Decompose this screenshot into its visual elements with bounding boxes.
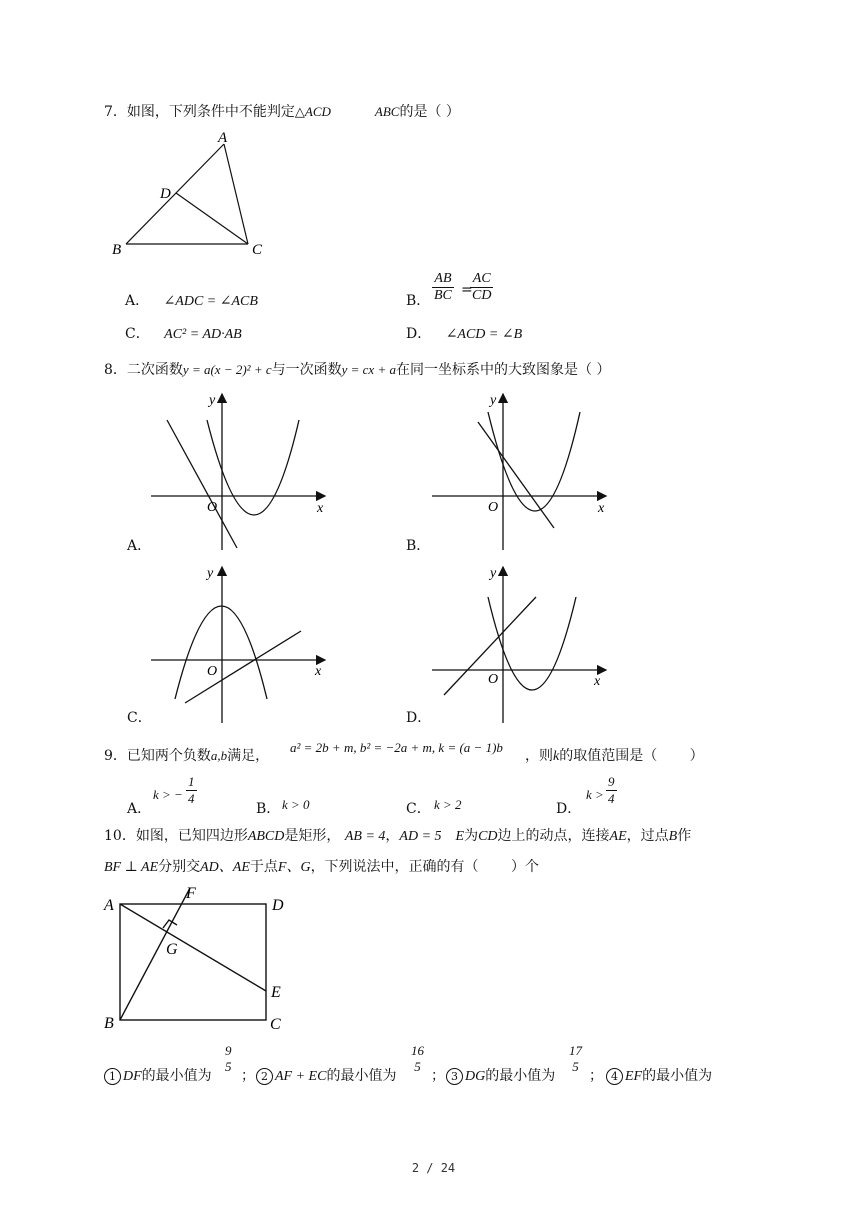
q9-option-c: k > 2: [434, 797, 462, 812]
q9-option-a-frac: $\frac{1}{4}$: [188, 774, 195, 806]
q8-option-d-label[interactable]: D．: [406, 710, 432, 726]
q8a-y: y: [209, 393, 216, 408]
q7-option-b-frac1: $\frac{AB}{BC}$: [434, 271, 452, 303]
q10-line1: 10．如图，已知四边形ABCD是矩形， AB = 4，AD = 5 E为CD边上的动点，连接AE，过点B作: [104, 828, 692, 844]
q9-option-b-label[interactable]: B．: [256, 801, 281, 817]
q7-label-d: D: [160, 186, 171, 202]
q10-label-d: D: [272, 897, 284, 914]
q9-option-d-frac: $\frac{9}{4}$: [608, 774, 615, 806]
q10-sep-2: ；: [431, 1068, 445, 1084]
q8-number: 8．: [104, 362, 127, 378]
q9-stem: 9．已知两个负数a,b满足，: [104, 748, 270, 764]
q8d-x: x: [594, 674, 601, 689]
q10-label-g: G: [166, 941, 178, 958]
q8c-y: y: [207, 566, 214, 581]
q10-s1-frac: 9 5: [225, 1043, 232, 1074]
q8c-o: O: [207, 664, 218, 679]
q8d-o: O: [488, 672, 499, 687]
q7-number: 7．: [104, 104, 127, 120]
q10-s2-frac: 16 5: [411, 1043, 424, 1074]
q8b-x: x: [598, 501, 605, 516]
q9-conditions: a² = 2b + m, b² = −2a + m, k = (a − 1)b: [290, 740, 503, 755]
q10-label-e: E: [271, 984, 281, 1001]
q7-stem: 7．如图，下列条件中不能判定△ACD ABC的是（ ）: [104, 104, 460, 120]
q7-option-c[interactable]: C． AC² = AD·AB: [125, 326, 242, 342]
q10-label-a: A: [104, 897, 114, 914]
q9-option-a-label[interactable]: A．: [127, 801, 152, 817]
q8-option-a-label[interactable]: A．: [127, 538, 152, 554]
q9-option-d-left: k >: [586, 787, 604, 802]
q10-label-b: B: [104, 1015, 114, 1032]
q8-graph-c[interactable]: [145, 563, 335, 728]
q7-triangle-figure: [110, 130, 280, 265]
q7-option-b-frac2: $\frac{AC}{CD}$: [472, 271, 492, 303]
q8a-o: O: [207, 500, 218, 515]
q10-statement-4: 4 EF的最小值为: [606, 1067, 712, 1086]
q8-option-c-label[interactable]: C．: [127, 710, 152, 726]
q9-stem-tail: ，则k的取值范围是（ ）: [525, 748, 704, 764]
q10-number: 10．: [104, 828, 136, 844]
q9-option-a-left: k > −: [153, 787, 183, 802]
q8-linear: y = cx + a: [341, 362, 396, 377]
q10-statement-3: 3 DG的最小值为: [446, 1067, 555, 1086]
q8-graph-d[interactable]: [426, 563, 616, 728]
q8-graph-a[interactable]: [145, 390, 335, 555]
q9-option-c-label[interactable]: C．: [406, 801, 431, 817]
q7-label-a: A: [218, 130, 228, 146]
q7-option-d[interactable]: D． ∠ACD = ∠B: [406, 326, 523, 342]
q8-stem: 8．二次函数y = a(x − 2)² + c与一次函数y = cx + a在同一坐标系中的大致图象是（ ）: [104, 362, 611, 378]
q10-rectangle-figure: [100, 880, 300, 1035]
q8a-x: x: [317, 501, 324, 516]
q8d-y: y: [490, 566, 497, 581]
q10-statement-2: 2 AF + EC的最小值为: [256, 1067, 396, 1086]
q9-number: 9．: [104, 748, 127, 764]
q9-option-d-label[interactable]: D．: [556, 801, 582, 817]
q7-option-b[interactable]: B．: [406, 293, 431, 309]
q8b-o: O: [488, 500, 499, 515]
q7-triangle-abc: ABC: [374, 104, 400, 119]
q7-triangle-acd: △ACD: [294, 104, 331, 119]
q8-graph-b[interactable]: [426, 390, 616, 555]
q10-sep-3: ；: [589, 1068, 603, 1084]
q7-label-b: B: [112, 242, 122, 258]
q10-label-f: F: [186, 885, 196, 902]
q8-quadratic: y = a(x − 2)² + c: [182, 362, 272, 377]
q7-label-c: C: [252, 242, 263, 258]
q10-line2: BF ⊥ AE分别交AD、AE于点F、G，下列说法中，正确的有（ ）个: [104, 859, 540, 875]
q8-option-b-label[interactable]: B．: [406, 538, 431, 554]
q7-option-b-equals: =: [461, 282, 473, 298]
q10-label-c: C: [270, 1016, 281, 1033]
q8c-x: x: [315, 664, 322, 679]
q9-option-b: k > 0: [282, 797, 310, 812]
q7-option-a[interactable]: A． ∠ADC = ∠ACB: [125, 293, 258, 309]
q8b-y: y: [490, 393, 497, 408]
q10-statement-1: 1 DF的最小值为: [104, 1067, 212, 1086]
page-number: 2 / 24: [411, 1161, 456, 1175]
q10-sep-1: ；: [241, 1068, 255, 1084]
q10-s3-frac: 17 5: [569, 1043, 582, 1074]
